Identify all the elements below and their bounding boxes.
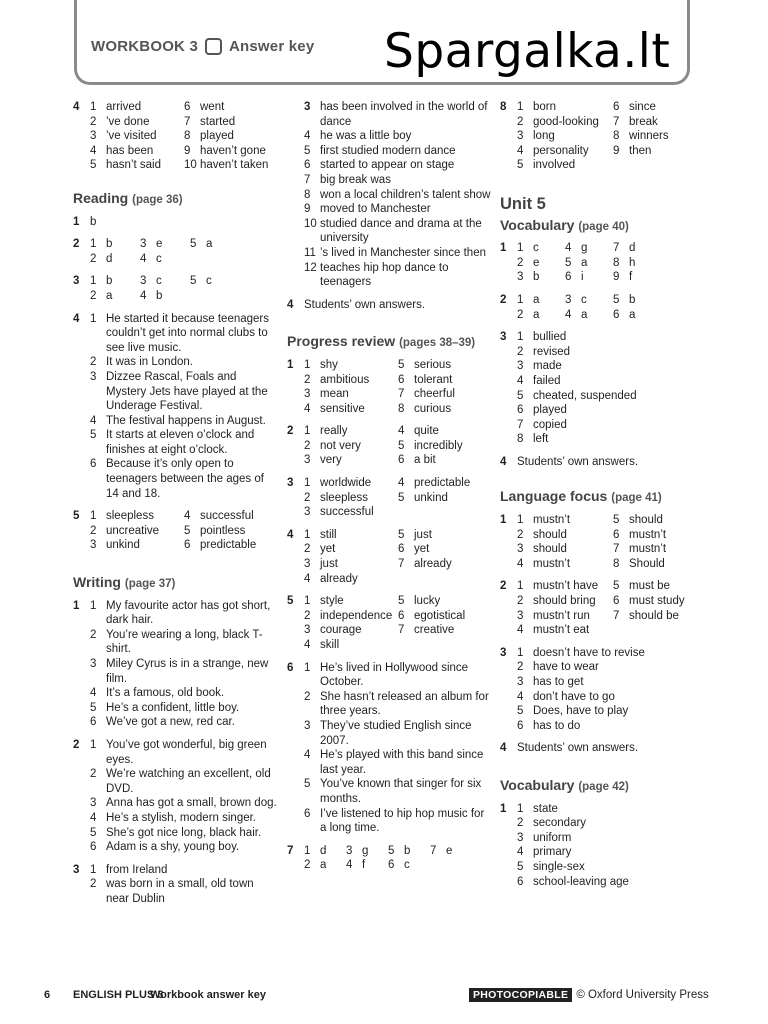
langfocus-ex-1: 1 1 mustn’t 5 should 2 should 6 mustn’t 3 should 7 mustn’t 4 mustn’t 8 Should <box>500 514 667 570</box>
column-1 <box>73 100 278 915</box>
exercise-4: 4 Students’ own answers. <box>287 298 426 311</box>
progress-ex-4: 4 1 still 5 just 2 yet 6 yet 3 just 7 already 4 already <box>287 528 452 585</box>
column-3 <box>500 100 700 897</box>
site-logo: Spargalka.lt <box>384 24 671 79</box>
reading-heading: Reading (page 36) <box>73 189 183 206</box>
progress-ex-3: 3 1 worldwide 4 predictable 2 sleepless 5 unkind 3 successful <box>287 477 471 519</box>
writing-ex-1: 1 1 My favourite actor has got short, dark hair. 2 You’re wearing a long, black T-shirt. 3 Miley Cyrus is in a strange, new film. 4 It’s a famous, old book. 5 He’s a confident, little boy. 6 We’ve got a new, red car. <box>73 599 271 729</box>
square-icon <box>205 38 222 55</box>
workbook-label: WORKBOOK 3 <box>91 38 198 55</box>
vocab40-ex-3: 3 1 bullied 2 revised 3 made 4 failed 5 cheated, suspended 6 played 7 copied 8 left <box>500 331 637 446</box>
reading-ex-2: 2 1 b 3 e 5 a 2 d 4 c <box>73 238 213 265</box>
vocabulary-42-heading: Vocabulary (page 42) <box>500 776 629 793</box>
reading-ex-4: 4 1 He started it because teenagers couldn’t get into normal clubs to see live music. 2 It was in London. 3 Dizzee Rascal, Foals and Mystery Jets have played at the Underage Festival. 4 The festival happens in August. 5 It starts at eleven o’clock and finishes at eight o’clock. 6 Because it’s only open to teenagers between the ages of 14 and 18. <box>73 312 270 500</box>
footer-subtitle: Workbook answer key <box>150 989 266 1001</box>
publisher: © Oxford University Press <box>576 989 709 1001</box>
progress-ex-5: 5 1 style 5 lucky 2 independence 6 egotistical 3 courage 7 creative 4 skill <box>287 595 466 651</box>
exercise-3-continued: 3 has been involved in the world of dance 4 he was a little boy 5 first studied modern dance 6 started to appear on stage 7 big break was 8 won a local children’s talent show 9 moved to Manchester 10 studied dance and drama at the university 11 ’s lived in Manchester since then 12 teaches hip hop dance to teenagers <box>304 101 491 289</box>
progress-review-heading: Progress review (pages 38–39) <box>287 333 476 350</box>
reading-ex-1: 1 b <box>73 215 97 228</box>
column-2 <box>287 100 492 881</box>
vocabulary-40-heading: Vocabulary (page 40) <box>500 216 629 233</box>
vocab40-ex-4: 4 Students’ own answers. <box>500 455 639 468</box>
exercise-4-top: 4 1 arrived 6 went 2 ’ve done 7 started 3 ’ve visited 8 played 4 has been 9 haven’t gone 5 hasn’t said 10 haven’t taken <box>73 101 269 172</box>
book-title: ENGLISH PLUS 3 <box>73 989 164 1001</box>
writing-ex-2: 2 1 You’ve got wonderful, big green eyes. 2 We’re watching an excellent, old DVD. 3 Anna has got a small, brown dog. 4 He’s a stylish, modern singer. 5 She’s got nice long, black hair. 6 Adam is a shy, young boy. <box>73 738 277 854</box>
langfocus-ex-3: 3 1 doesn’t have to revise 2 have to wear 3 has to get 4 don’t have to go 5 Does, have to play 6 has to do <box>500 646 645 732</box>
reading-ex-5: 5 1 sleepless 4 successful 2 uncreative 5 pointless 3 unkind 6 predictable <box>73 510 257 552</box>
progress-ex-1: 1 1 shy 5 serious 2 ambitious 6 tolerant 3 mean 7 cheerful 4 sensitive 8 curious <box>287 358 455 415</box>
copyright <box>469 988 709 1002</box>
reading-ex-3: 3 1 b 3 c 5 c 2 a 4 b <box>73 275 212 302</box>
photocopiable-badge: PHOTOCOPIABLE <box>469 988 572 1002</box>
language-focus-heading: Language focus (page 41) <box>500 488 662 505</box>
langfocus-ex-2: 2 1 mustn’t have 5 must be 2 should bring 6 must study 3 mustn’t run 7 should be 4 mustn’t eat <box>500 580 685 637</box>
header-title <box>91 38 314 55</box>
page-number: 6 <box>44 989 51 1001</box>
unit-heading: Unit 5 <box>500 194 546 213</box>
vocab40-ex-1: 1 1 c 4 g 7 d 2 e 5 a 8 h 3 b 6 i 9 f <box>500 242 636 284</box>
progress-ex-7: 7 1 d 3 g 5 b 7 e 2 a 4 f 6 c <box>287 844 453 872</box>
exercise-8: 8 1 born 6 since 2 good-looking 7 break 3 long 8 winners 4 personality 9 then 5 involved <box>500 101 669 172</box>
writing-heading: Writing (page 37) <box>73 574 176 591</box>
progress-ex-6: 6 1 He’s lived in Hollywood since October. 2 She hasn’t released an album for three years. 3 They’ve studied English since 2007. 4 He’s played with this band since last year. 5 You’ve known that singer for six months. 6 I’ve listened to hip hop music for a long time. <box>287 661 489 835</box>
vocab42-ex-1: 1 1 state 2 secondary 3 uniform 4 primary 5 single-sex 6 school-leaving age <box>500 802 629 888</box>
langfocus-ex-4: 4 Students’ own answers. <box>500 742 639 755</box>
progress-ex-2: 2 1 really 4 quite 2 not very 5 incredibly 3 very 6 a bit <box>287 425 463 467</box>
writing-ex-3: 3 1 from Ireland 2 was born in a small, old town near Dublin <box>73 863 254 905</box>
answer-key-label: Answer key <box>229 38 315 55</box>
vocab40-ex-2: 2 1 a 3 c 5 b 2 a 4 a 6 a <box>500 293 636 321</box>
